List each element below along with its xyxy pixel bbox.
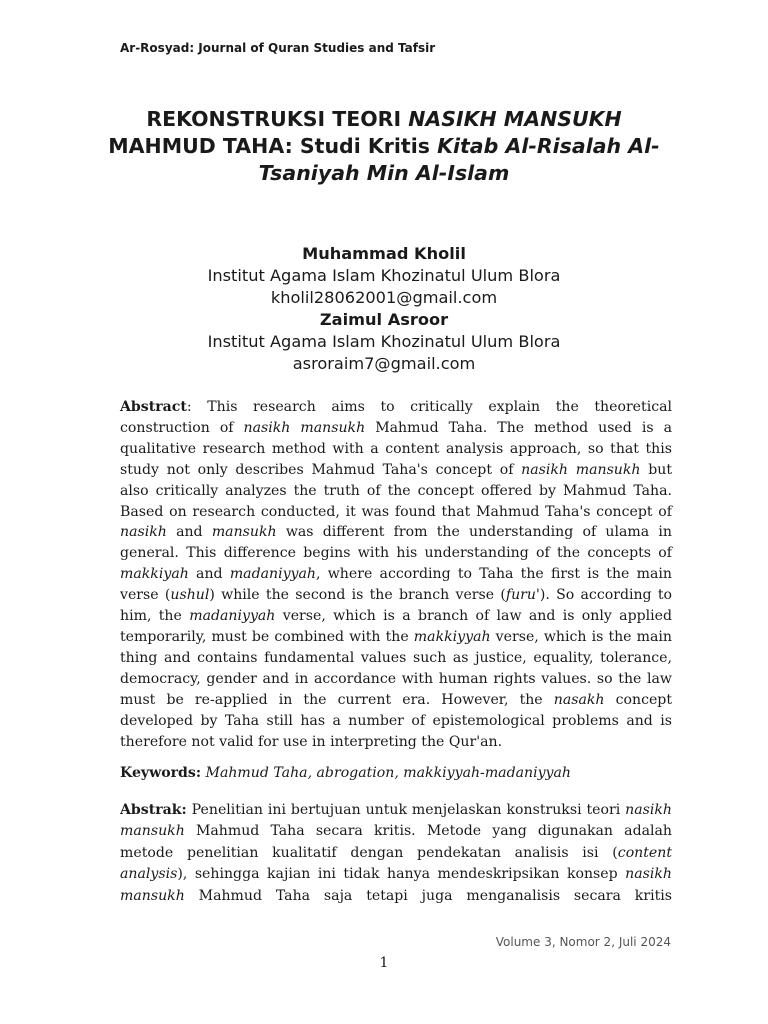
abstrak-term: content analysis xyxy=(120,844,672,883)
abstract-label: Abstract xyxy=(120,399,187,415)
title-part: MAHMUD TAHA: Studi Kritis xyxy=(108,134,438,158)
title-italic-term: NASIKH MANSUKH xyxy=(408,107,622,131)
journal-header: Ar-Rosyad: Journal of Quran Studies and Tafsir xyxy=(120,41,436,55)
abstrak-text: Penelitian ini bertujuan untuk menjelaskan konstruksi teori xyxy=(186,802,626,818)
abstract-term: furu' xyxy=(505,587,540,604)
abstract-term: nasikh xyxy=(120,524,167,541)
abstrak-term: nasikh mansukh xyxy=(120,802,672,840)
abstrak-term: nasikh mansukh xyxy=(120,866,672,904)
author-affiliation: Institut Agama Islam Khozinatul Ulum Blora xyxy=(207,266,561,285)
article-title xyxy=(96,106,672,187)
abstrak-text: Mahmud Taha secara kritis. Metode yang digunakan adalah metode penelitian kualitatif dengan pendekatan analisis isi ( xyxy=(120,823,672,861)
abstract-term: makkiyyah xyxy=(413,628,491,645)
abstract-term: nasikh mansukh xyxy=(521,461,641,478)
abstract-term: ushul xyxy=(170,587,210,604)
abstract-text: , where according to Taha the first is the main verse ( xyxy=(120,566,672,604)
abstrak-text: Mahmud Taha saja tetapi juga menganalisis secara kritis xyxy=(184,887,672,904)
abstract-text: ). So according to him, the xyxy=(120,587,673,625)
keywords-label: Keywords: xyxy=(120,765,202,781)
abstract-text: concept developed by Taha still has a number of epistemological problems and is therefore not valid for use in interpreting the Qur'an. xyxy=(120,691,672,750)
abstract-text: was different from the understanding of ulama in general. This difference begins with his understanding of the concepts of xyxy=(120,524,672,562)
abstract-text: and xyxy=(188,566,230,583)
abstract-term: madaniyyah xyxy=(189,608,276,625)
abstrak-label: Abstrak: xyxy=(120,802,187,818)
abstrak-text: ), sehingga kajian ini tidak hanya mendeskripsikan konsep xyxy=(177,866,626,883)
title-part: REKONSTRUKSI TEORI xyxy=(146,107,409,131)
abstract-paragraph xyxy=(120,397,672,752)
page-number: 1 xyxy=(379,955,389,971)
abstract-term: makkiyah xyxy=(120,566,189,583)
author-email: kholil28062001@gmail.com xyxy=(270,288,498,307)
author-block xyxy=(96,243,672,375)
keywords-line xyxy=(120,763,672,784)
abstract-term: madaniyyah xyxy=(229,566,316,583)
author-name: Muhammad Kholil xyxy=(302,244,466,263)
keywords-value: Mahmud Taha, abrogation, makkiyyah-madaniyyah xyxy=(201,765,571,781)
abstract-text: Mahmud Taha. The method used is a qualitative research method with a content analysis approach, so that this study not only describes Mahmud Taha's concept of xyxy=(120,419,672,478)
abstract-text: but also critically analyzes the truth of the concept offered by Mahmud Taha. Based on research conducted, it was found that Mahmud Taha's concept of xyxy=(120,461,672,520)
abstract-term: nasikh mansukh xyxy=(243,419,366,436)
abstract-text: verse, which is a branch of law and is only applied temporarily, must be combined with the xyxy=(120,608,672,645)
abstrak-paragraph xyxy=(120,800,672,908)
title-italic-book: Kitab Al-Risalah Al-Tsaniyah Min Al-Islam xyxy=(258,134,660,185)
volume-info: Volume 3, Nomor 2, Juli 2024 xyxy=(495,935,671,949)
author-name: Zaimul Asroor xyxy=(319,310,449,329)
abstract-text: verse, which is the main thing and contains fundamental values such as justice, equality, tolerance, democracy, gender and in accordance with human rights values. so the law must be re-applied in the current era. However, the xyxy=(120,628,672,708)
abstract-term: nasakh xyxy=(553,691,605,708)
abstract-text: ) while the second is the branch verse ( xyxy=(209,587,506,604)
author-email: asroraim7@gmail.com xyxy=(292,354,476,373)
abstract-text: : This research aims to critically explain the theoretical construction of xyxy=(120,399,672,436)
abstract-text: and xyxy=(166,524,212,541)
author-affiliation: Institut Agama Islam Khozinatul Ulum Blora xyxy=(207,332,561,351)
abstract-term: mansukh xyxy=(211,524,277,541)
